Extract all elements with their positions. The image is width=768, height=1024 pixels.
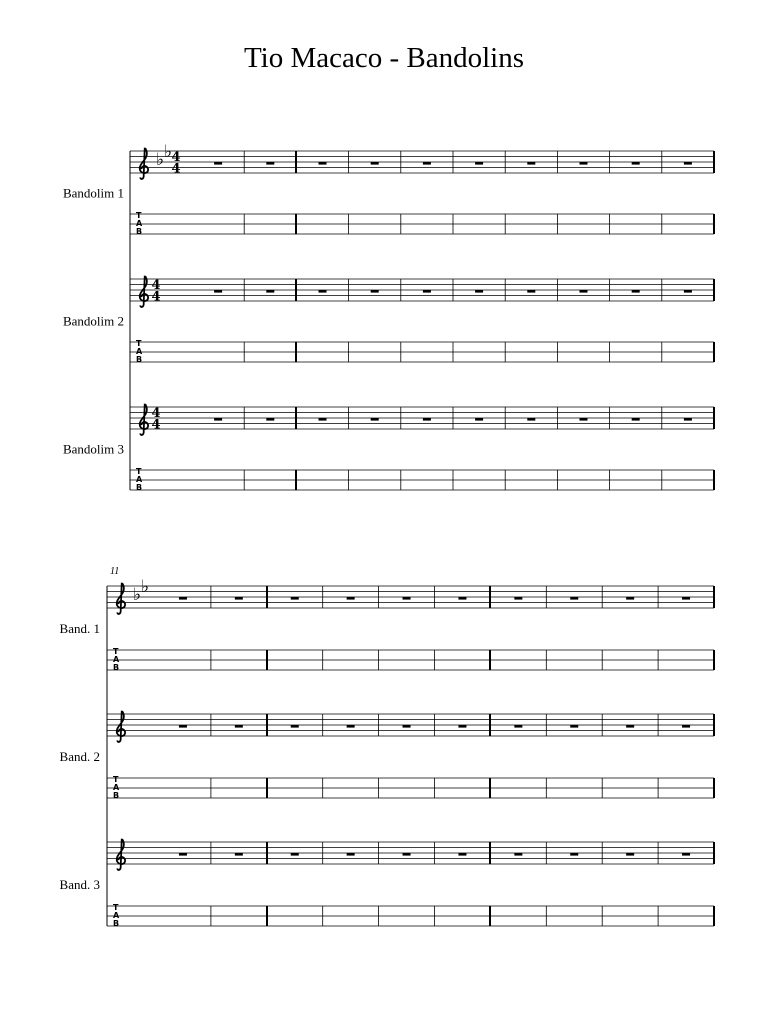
flat-sign: ♭ — [156, 150, 165, 170]
whole-rest — [214, 290, 222, 293]
whole-rest — [179, 597, 187, 600]
whole-rest — [632, 418, 640, 421]
whole-rest — [682, 853, 690, 856]
tab-clef-letter: B — [136, 355, 143, 364]
time-signature-denominator: 4 — [151, 417, 161, 433]
instrument-label: Band. 2 — [59, 749, 100, 764]
tab-clef-letter: A — [113, 783, 120, 792]
whole-rest — [458, 597, 466, 600]
instrument-label: Bandolim 1 — [62, 185, 124, 201]
instrument-label: Band. 1 — [59, 621, 100, 636]
treble-clef — [140, 404, 148, 435]
whole-rest — [682, 597, 690, 600]
time-signature-denominator: 4 — [171, 161, 181, 177]
flat-sign: ♭ — [133, 585, 142, 605]
whole-rest — [347, 853, 355, 856]
whole-rest — [319, 290, 327, 293]
whole-rest — [371, 290, 379, 293]
treble-clef — [140, 148, 148, 179]
treble-clef — [117, 583, 125, 614]
time-signature-numerator: 4 — [171, 150, 181, 166]
tab-clef-letter: T — [136, 211, 142, 220]
tab-clef-letter: T — [136, 467, 142, 476]
whole-rest — [266, 418, 274, 421]
whole-rest — [403, 853, 411, 856]
whole-rest — [347, 597, 355, 600]
tab-clef-letter: A — [113, 655, 120, 664]
whole-rest — [235, 853, 243, 856]
whole-rest — [632, 290, 640, 293]
whole-rest — [684, 290, 692, 293]
tab-clef-letter: B — [136, 227, 143, 236]
whole-rest — [403, 597, 411, 600]
tab-clef-letter: A — [113, 911, 120, 920]
whole-rest — [319, 418, 327, 421]
whole-rest — [527, 290, 535, 293]
time-signature-denominator: 4 — [151, 289, 161, 305]
whole-rest — [475, 162, 483, 165]
treble-clef — [140, 276, 148, 307]
whole-rest — [319, 162, 327, 165]
whole-rest — [458, 853, 466, 856]
tab-clef-letter: A — [136, 347, 143, 356]
tab-clef-letter: B — [113, 791, 120, 800]
time-signature-numerator: 4 — [151, 406, 161, 422]
whole-rest — [371, 162, 379, 165]
whole-rest — [580, 290, 588, 293]
treble-clef — [117, 839, 125, 870]
treble-clef — [117, 711, 125, 742]
whole-rest — [347, 725, 355, 728]
whole-rest — [626, 725, 634, 728]
instrument-label: Band. 3 — [59, 877, 100, 892]
flat-sign: ♭ — [141, 576, 150, 597]
whole-rest — [423, 162, 431, 165]
whole-rest — [475, 290, 483, 293]
tab-clef-letter: T — [113, 647, 119, 656]
whole-rest — [475, 418, 483, 421]
whole-rest — [214, 418, 222, 421]
tab-clef-letter: B — [113, 663, 120, 672]
whole-rest — [214, 162, 222, 165]
time-signature-numerator: 4 — [151, 278, 161, 294]
tab-clef-letter: B — [113, 919, 120, 928]
whole-rest — [580, 162, 588, 165]
whole-rest — [570, 853, 578, 856]
tab-clef-letter: T — [136, 339, 142, 348]
whole-rest — [570, 725, 578, 728]
whole-rest — [291, 853, 299, 856]
whole-rest — [527, 418, 535, 421]
page-title: Tio Macaco - Bandolins — [243, 42, 525, 74]
whole-rest — [266, 290, 274, 293]
whole-rest — [514, 597, 522, 600]
whole-rest — [235, 725, 243, 728]
whole-rest — [570, 597, 578, 600]
whole-rest — [458, 725, 466, 728]
whole-rest — [235, 597, 243, 600]
whole-rest — [266, 162, 274, 165]
whole-rest — [423, 418, 431, 421]
whole-rest — [632, 162, 640, 165]
whole-rest — [179, 853, 187, 856]
whole-rest — [684, 162, 692, 165]
whole-rest — [527, 162, 535, 165]
measure-number: 11 — [110, 566, 120, 577]
whole-rest — [580, 418, 588, 421]
tab-clef-letter: T — [113, 903, 119, 912]
whole-rest — [626, 597, 634, 600]
whole-rest — [626, 853, 634, 856]
instrument-label: Bandolim 3 — [62, 441, 124, 457]
whole-rest — [423, 290, 431, 293]
whole-rest — [682, 725, 690, 728]
instrument-label: Bandolim 2 — [62, 313, 124, 329]
whole-rest — [403, 725, 411, 728]
whole-rest — [371, 418, 379, 421]
whole-rest — [291, 725, 299, 728]
whole-rest — [514, 853, 522, 856]
whole-rest — [684, 418, 692, 421]
flat-sign: ♭ — [164, 141, 173, 162]
whole-rest — [291, 597, 299, 600]
tab-clef-letter: A — [136, 475, 143, 484]
whole-rest — [179, 725, 187, 728]
tab-clef-letter: T — [113, 775, 119, 784]
whole-rest — [514, 725, 522, 728]
tab-clef-letter: A — [136, 219, 143, 228]
tab-clef-letter: B — [136, 483, 143, 492]
